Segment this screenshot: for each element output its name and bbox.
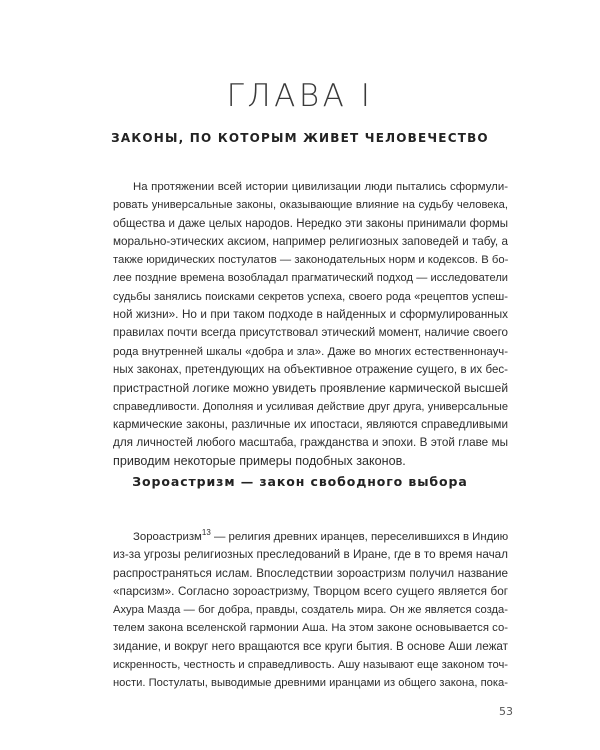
paragraph-line: лее поздние времена возобладал прагматический подход — исследователи (113, 272, 508, 285)
paragraph-line: справедливости. Дополняя и усиливая действие друг друга, универсальные (113, 400, 508, 413)
paragraph-line: На протяжении всей истории цивилизации люди пытались сформули- (133, 181, 508, 193)
page-number: 53 (499, 705, 513, 718)
paragraph-line: общества и даже целых народов. Нередко эти законы принимали формы (113, 217, 508, 230)
chapter-title: ГЛАВА I (226, 78, 374, 114)
paragraph-line: телем закона вселенской гармонии Аша. На этом законе основывается со- (113, 622, 508, 635)
paragraph-line: ности. Постулаты, выводимые древними иранцами из общего закона, пока- (113, 677, 508, 690)
paragraph-line: также юридических постулатов — законодательных норм и кодексов. В бо- (113, 254, 509, 267)
term-zoroastrianism: Зороастризм (133, 531, 202, 543)
paragraph-line: приводим некоторые примеры подобных законов. (113, 454, 406, 469)
paragraph-line-rest: — религия древних иранцев, переселившихся в Индию (210, 531, 509, 543)
paragraph-line: ной жизни». Но и при таком подходе в найденных и сформулированных (113, 308, 508, 322)
paragraph-line: правилах почти всегда присутствовал этический момент, наличие своего (113, 326, 508, 340)
paragraph-line: зидание, и вокруг него вращаются все круги бытия. В основе Аши лежат (113, 639, 508, 653)
chapter-subtitle: ЗАКОНЫ, ПО КОТОРЫМ ЖИВЕТ ЧЕЛОВЕЧЕСТВО (111, 131, 489, 145)
paragraph-line: распространяться ислам. Впоследствии зороастризм получил название (113, 566, 508, 580)
section-heading: Зороастризм — закон свободного выбора (132, 474, 468, 489)
paragraph-line: рода внутренней шкалы «добра и зла». Даже во многих естественнонауч- (113, 345, 508, 358)
paragraph-line: для личностей любого масштаба, гражданства и эпохи. В этой главе мы (113, 436, 508, 450)
paragraph-line: искренность, честность и справедливость. Ашу называют еще законом точ- (113, 659, 508, 672)
section-paragraph (113, 528, 508, 693)
paragraph-line: «парсизм». Согласно зороастризму, Творцом всего сущего является бог (113, 584, 508, 598)
paragraph-line: морально-этических аксиом, например религиозных заповедей и табу, а (113, 234, 508, 248)
intro-paragraph (113, 178, 508, 471)
paragraph-line: судьбы занялись поисками секретов успеха, своего рода «рецептов успеш- (113, 290, 508, 303)
paragraph-line: Ахура Мазда — бог добра, правды, создатель мира. Он же является созда- (113, 604, 508, 617)
paragraph-line: ных законах, претендующих на объективное отражение сущего, в их бес- (113, 363, 508, 376)
paragraph-line: пристрастной логике можно увидеть проявление кармической высшей (113, 381, 509, 396)
paragraph-line: из-за угрозы религиозных преследований в Иране, где в то время начал (113, 548, 508, 562)
paragraph-first-line (113, 528, 508, 546)
paragraph-line: ровать универсальные законы, оказывающие влияние на судьбу человека, (113, 199, 508, 212)
footnote-reference[interactable]: 13 (201, 528, 211, 538)
paragraph-line: кармические законы, различные их ипостаси, являются справедливыми (113, 417, 508, 431)
